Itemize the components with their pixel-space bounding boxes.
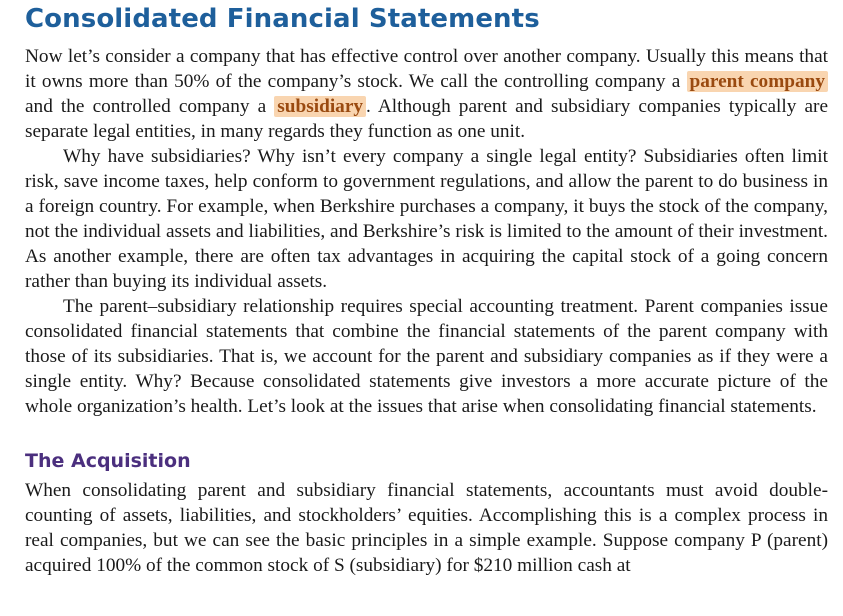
- key-term-parent-company: parent company: [687, 71, 828, 92]
- paragraph-intro-text-3: . Although parent and subsidiary companies typically are separate legal entities, in many regards they function as one unit.: [25, 96, 829, 142]
- document-page: [25, 0, 828, 578]
- paragraph-intro-text-2: and the controlled company a: [25, 96, 275, 117]
- section-title: Consolidated Financial Statements: [25, 4, 540, 34]
- paragraph-intro-text-1: Now let’s consider a company that has effective control over another company. Usually this means that it owns more than 50% of the company’s stock. We call the controlling company a: [25, 46, 828, 92]
- key-term-subsidiary: subsidiary: [274, 96, 366, 117]
- paragraph-intro: [25, 44, 828, 144]
- subheading-acquisition: The Acquisition: [25, 450, 191, 472]
- paragraph-acquisition: When consolidating parent and subsidiary financial statements, accountants must avoid double-counting of assets, liabilities, and stockholders’ equities. Accomplishing this is a complex process in real companies, but we can see the basic principles in a simple example. Suppose company P (parent) acquired 100% of the common stock of S (subsidiary) for $210 million cash at: [25, 480, 828, 576]
- paragraph-why-subsidiaries: Why have subsidiaries? Why isn’t every company a single legal entity? Subsidiaries often limit risk, save income taxes, help conform to government regulations, and allow the parent to do business in a foreign country. For example, when Berkshire purchases a company, it buys the stock of the company, not the individual assets and liabilities, and Berkshire’s risk is limited to the amount of their investment. As another example, there are often tax advantages in acquiring the capital stock of a going concern rather than buying its individual assets.: [25, 146, 828, 292]
- paragraph-parent-subsidiary: The parent–subsidiary relationship requires special accounting treatment. Parent companies issue consolidated financial statements that combine the financial statements of the parent company with those of its subsidiaries. That is, we account for the parent and subsidiary companies as if they were a single entity. Why? Because consolidated statements give investors a more accurate picture of the whole organization’s health. Let’s look at the issues that arise when consolidating financial statements.: [25, 296, 828, 417]
